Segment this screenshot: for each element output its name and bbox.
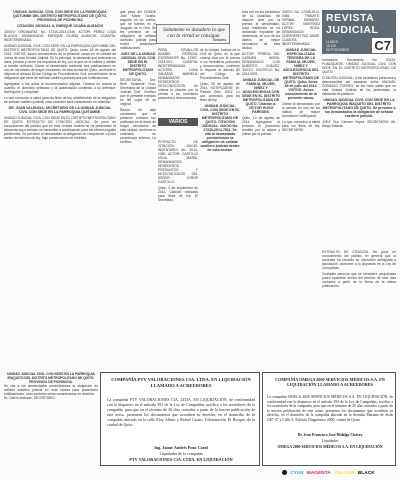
notice-paragraph: UNIDAD JUDICIAL CIVIL CON SEDE EN EL DISTRITO METROPOLITANO DE QUITO. EXTRACTO DE CITACIÓN JUDICIAL. Se pone en conocimiento del público que en esta Unidad Judicial se ha presentado la demanda cuyo extracto se transcribe a continuación para los efectos legales pertinentes. Se previene al demandado la obligación de comparecer a juicio dentro del término de ley, bajo prevenciones de rebeldía.: [4, 116, 116, 140]
notice-heading: JUEZ DE LA UNIDAD JUDICIAL CIVIL CON SEDE EN EL DISTRITO METROPOLITANO DE QUITO.: [120, 52, 156, 76]
ad-signatory-role: Liquidador de la compañía: [159, 451, 203, 456]
quote-author: Sófocles: [212, 38, 226, 42]
notice-signature: DR. JUAN VALENCIA, SECRETARIO DE LA UNIDAD JUDICIAL CIVIL CON SEDE EN LA PARROQUIA QUITUMBE.: [8, 106, 112, 114]
section-masthead: [322, 10, 396, 57]
notice-heading: UNIDAD JUDICIAL CIVIL CON SEDE EN LA PARROQUIA QUITUMBE DEL DISTRITO METROPOLITANO DE QUITO, PROVINCIA DE PICHINCHA: [12, 10, 108, 22]
notice-paragraph: Lo que comunico a usted para los fines de ley. SECRETARIO.: [282, 120, 320, 132]
notice-paragraph: sola vez en los periódicos de la localidad. Se dispone citar por la prensa al demandado, cuya residencia se ha declarado imposible de determinar, en uno de los diarios de mayor circulación de esta ciudad.: [242, 10, 280, 50]
notice-heading: UNIDAD JUDICIAL CIVIL CON SEDE EN LA PARROQUIA IÑAQUITO DEL DISTRITO METROPOLITANO DE QUITO, PROVINCIA DE PICHINCHA.: [7, 372, 95, 384]
registration-dot-icon: [282, 470, 287, 475]
notice-signature: Dr. Carlos Andrade, SECRETARIO.: [4, 396, 56, 400]
notice-paragraph: JUICIO No. 17208-2014-0456. TRÁMITE: VERBAL SUMARIO. ACTOR: MARTÍNEZ LÓPEZ ROSA. DEMANDADO: GUERRERO PAZ JAIME. CUANTÍA: INDETERMINADA.: [282, 10, 320, 46]
notice-paragraph: PEÑA CEVALLOS ANABEL PATRICIA, EXPEDIENTE No. 17957-2014-001: CUANTÍA: INDETERMINADA. ACTORA: LUNA SALAZAR MARIELA. DEMANDADO: HEREDEROS DESCONOCIDOS. Se ordena la citación por la prensa a los herederos presuntos y desconocidos.: [158, 48, 198, 100]
color-label-magenta: MAGENTA: [306, 471, 331, 476]
notice-paragraph: EXTRACTO DE CITACIÓN: JUICIO: INVENTARIO No. 2014-1280. ACTOR: CASTILLO VEGA MARÍA. DEMANDADOS: HEREDEROS PRESUNTOS Y DESCONOCIDOS DEL SEÑOR JORGE CASTILLO.: [158, 140, 198, 184]
notice-heading: UNIDAD JUDICIAL DE FAMILIA, MUJER, NIÑEZ Y ADOLESCENCIA CON SEDE EN EL DISTRITO METROPOLITANO DE QUITO. Citación a: VÍCTOR HUGO PAREDES.: [242, 78, 280, 114]
color-label-black: BLACK: [357, 471, 375, 476]
notice-paragraph: EXTRACTO DE CITACIÓN. Se pone en conocimiento del público en general que la sociedad ha resuelto su disolución anticipada y liquidación, conforme a lo dispuesto en la Ley de Compañías.: [322, 250, 396, 270]
notice-paragraph: que pesa del DONDE Josh Mario Ocaña, seguido en su contra, que se tramita en el Juzgado de lo Civil. Se les previene de la obligación de señalar domicilio judicial para recibir posteriores notificaciones.: [120, 10, 156, 50]
quote-box: [156, 24, 230, 44]
column-5: [242, 10, 280, 370]
notice-paragraph: Razón: Se deja constancia que el presente extracto fue publicado en el diario de mayor circulación de esta ciudad, conforme lo ordenado en providencia anterior. Lo certifico.: [120, 108, 156, 144]
notice-paragraph: UNIDAD JUDICIAL CIVIL CON SEDE EN LA PARROQUIA QUITUMBE DEL DISTRITO METROPOLITANO DE QUITO. Quito, lunes 18 de agosto del 2014. VISTOS: Avoco conocimiento de la presente causa en mi calidad de Jueza de esta Unidad Judicial. En lo principal, la demanda que antecede es clara, precisa y reúne los requisitos de ley, por lo que se la califica y admite al trámite ordinario. Cítese al demandado mediante tres publicaciones en uno de los diarios de mayor circulación de esta ciudad de Quito, conforme lo dispone el artículo 82 del Código de Procedimiento Civil, previniéndole de la obligación que tiene de señalar casillero judicial para sus notificaciones.: [4, 44, 116, 80]
notice-paragraph: JUICIO: ORDINARIO. No. 17315-2014-0345. ACTOR: PÉREZ LOZA BLANCA. DEMANDADO: ENRIQUE OCAÑA ALMACHI. CUANTÍA: INDETERMINADA.: [4, 30, 116, 42]
ptv-creditors-notice: [100, 372, 260, 466]
column-1: [4, 10, 116, 370]
date-line: LUNES: [326, 40, 338, 44]
notice-paragraph: JUEZ: Dra. Carmen Yépez. SECRETARIO: Ab. Diego Salazar.: [322, 120, 396, 128]
notice-paragraph: SECRETARIA. Dra. Ruth Sandoval Cruz, Secretaria de la Unidad Judicial Civil. Certifico que el presente extracto es fiel copia de su original.: [120, 78, 156, 106]
notice-paragraph: Agréguese a los autos la documentación adjunta. Tómese en cuenta la cuantía, el domicilio señalado y la autorización conferida a su defensor. Notifíquese y cúmplase.: [4, 82, 116, 94]
date-line: 15 DE: [326, 44, 336, 49]
notice-paragraph: ACTOR: TERESA DEL CARMEN MORA. DEMANDADO: LUIS ALBERTO CHÁVEZ. JUICIO: DIVORCIO No. 2014-0921.: [242, 52, 280, 76]
notice-paragraph: Lo que comunico a usted para los fines de ley, advirtiéndole de la obligación de señalar casillero judicial, caso contrario será considerado en rebeldía.: [4, 96, 116, 104]
section-page-number: C7: [374, 38, 391, 53]
notice-paragraph: de la Unidad Judicial de lo Civil de Quito, en la que ordena citar por la prensa a los herederos presuntos y desconocidos, conforme lo dispone el artículo 82 del Código de Procedimiento Civil.: [200, 48, 240, 80]
ad-body: La compañía OMEGA 2000 SERVICIOS MÉDICOS S.A. EN LIQUIDACIÓN, de conformidad con lo dispuesto en el artículo 393 de la Ley de Compañías, notifica a los acreedores de la compañía, para que en el término de 20 días contados a partir de la tercera publicación de este aviso, presenten los documentos que acrediten su derecho, en el domicilio de la compañía ubicado en la Avenida Mariana de Jesús OE7-47 y Calle A, Edificio Diagnóstico 2000, ciudad de Quito.: [267, 395, 393, 422]
ad-body: La compañía PTV VALORACIONES CIA. LTDA. EN LIQUIDACIÓN, de conformidad con lo dispuesto en el artículo 393 de la Ley de Compañías, notifica a los acreedores de la compañía, para que en el término de 20 días contados a partir de la tercera publicación de este aviso, presenten los documentos que acrediten su derecho, en el domicilio de la compañía ubicado en la calle Eloy Alfaro y Rafael Castro, Urbanización El Bosque, de la ciudad de Quito.: [107, 397, 255, 427]
masthead-title-line2: JUDICIAL: [326, 24, 379, 36]
ad-title: COMPAÑÍA PTV VALORACIONES CIA. LTDA. EN LIQUIDACIÓN LLAMADO A ACREEDORES: [111, 377, 251, 388]
masthead-date: [326, 40, 349, 57]
notice-subheading: CITACIÓN JUDICIAL A: ENRIQUE OCAÑA ALMACHI: [17, 24, 103, 28]
quote-text: Solamente es duradero lo que con la virtud se consigue.: [163, 27, 225, 39]
notice-paragraph: Cítese al demandado por la prensa en uno de los diarios de mayor circulación. Notifíquese.: [282, 102, 320, 118]
omega-creditors-notice: [262, 372, 396, 466]
column-8: [322, 250, 396, 370]
notice-paragraph: honorarios, Documento No. 00124. PUBLÍQUESE. UNIDAD JUDICIAL CIVIL CON SEDE EN EL DISTRITO METROPOLITANO DE QUITO.: [322, 58, 396, 74]
date-line: DE 2014: [326, 52, 340, 57]
column-6: [282, 10, 320, 370]
notice-heading: UNIDAD JUDICIAL CIVIL CON SEDE EN EL DISTRITO METROPOLITANO DE QUITO. CITACIÓN JUDICIAL. JUICIO No. 17230-2014-7811. Se cita al demandado previniéndole la obligación de señalar casillero judicial dentro de esta ciudad.: [200, 104, 240, 152]
notice-paragraph: CITACIÓN JUDICIAL: A los herederos presuntos y desconocidos del causante señor MANUEL GONZALO TORRES, se les hace saber que en esta Unidad Judicial se ha presentado la demanda de partición.: [322, 76, 396, 96]
ad-title: COMPAÑÍA OMEGA 2000 SERVICIOS MÉDICOS S.A. EN LIQUIDACIÓN LLAMADO A ACREEDORES: [275, 377, 385, 388]
column-4: [200, 48, 240, 370]
column-2: [120, 10, 156, 370]
ad-company-name: OMEGA 2000 SERVICIOS MÉDICOS S.A. EN LIQUIDACIÓN: [277, 445, 383, 449]
notice-paragraph: Cualquier persona que se considere perjudicada podrá oponerse dentro del término de seis días contados a partir de la fecha de la última publicación.: [322, 272, 396, 288]
ad-signatory-role: Liquidador: [321, 439, 339, 443]
notice-heading: UNIDAD JUDICIAL CIVIL CON SEDE EN LA PARROQUIA IÑAQUITO DEL DISTRITO METROPOLITANO DE QUITO. Se previene a los demandados la obligación de señalar casillero judicial.: [322, 98, 396, 118]
ad-signatory-name: Ing. Jaime Andrés Pozo Coral: [154, 445, 208, 450]
ad-signatory-name: Dr. Iván Francisco José Hidalgo Chávez: [297, 433, 363, 437]
masthead-title-line1: REVISTA: [326, 12, 375, 24]
notice-paragraph: Quito, 3 de septiembre de 2014. Citación realizada para fines de ley. El Secretario.: [158, 186, 198, 202]
notice-paragraph: Quito, 12 de agosto de 2014. Agréguese al proceso el juramento rendido por la actora y cítese por la prensa.: [242, 116, 280, 136]
print-color-bar: [282, 470, 396, 478]
notice-heading: UNIDAD JUDICIAL ESPECIALIZADA TERCERA DE LA FAMILIA, MUJER, NIÑEZ Y ADOLESCENCIA DEL DISTRITO METROPOLITANO DE QUITO. Quito, lunes 28 de julio del 2014. VISTOS: Avoco conocimiento de la presente causa.: [282, 48, 320, 100]
column-3: [158, 48, 198, 370]
notice-paragraph: Se cita a los demandados previniéndoles la obligación de señalar casillero judicial en esta ciudad para posteriores notificaciones, caso contrario serán considerados en rebeldía.: [4, 384, 98, 396]
ad-company-name: PTV VALORACIONES CIA. LTDA. EN LIQUIDACIÓN: [129, 457, 233, 462]
varios-section-label: VARIOS: [158, 118, 198, 126]
color-label-cyan: CYAN: [290, 471, 304, 476]
color-label-yellow: YELLOW: [334, 471, 355, 476]
date-line: SEPTIEMBRE: [326, 48, 350, 53]
footer-left-notice: [4, 372, 98, 466]
notice-paragraph: Quito, 25 de agosto del 2014. NOTIFÍQUESE. Dr. Patricio Ortiz, JUEZ. Lo que comunico para los fines de ley.: [200, 82, 240, 102]
column-7: [322, 58, 396, 248]
